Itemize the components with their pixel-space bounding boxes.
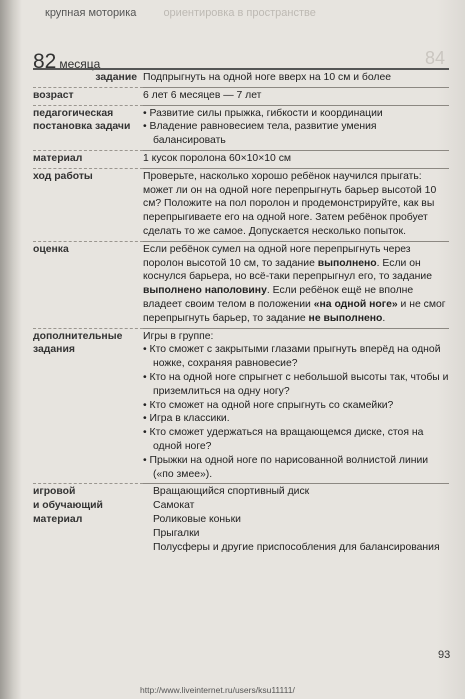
list-item: • Кто сможет удержаться на вращающемся диске, стоя на одной ноге? xyxy=(143,427,424,452)
label-material: материал xyxy=(33,150,143,168)
label-pedagogical xyxy=(33,105,143,150)
label-procedure: ход работы xyxy=(33,168,143,241)
row-material xyxy=(33,150,449,168)
value-age: 6 лет 6 месяцев — 7 лет xyxy=(143,87,449,105)
row-assessment xyxy=(33,241,449,328)
additional-intro: Игры в группе: xyxy=(143,330,214,342)
age-number: 82 xyxy=(33,50,57,73)
label-assessment: оценка xyxy=(33,241,143,328)
value-assessment: Если ребёнок сумел на одной ноге перепрыгнуть через поролон высотой 10 см, то задание выполнено. Если он коснулся барьера, но всё-таки перепрыгнул его, то задание выполнено наполовину. Если ребёнок ещё не вполне владеет своим телом в положении «на одной ноге» и не смог перепрыгнуть барьер, то задание не выполнено. xyxy=(143,241,449,328)
label-game-material xyxy=(33,484,143,556)
value-game-material xyxy=(143,484,449,556)
spine-shadow xyxy=(0,0,22,699)
list-item: • Кто сможет на одной ноге спрыгнуть со скамейки? xyxy=(143,399,394,411)
row-additional xyxy=(33,328,449,484)
label-pedagogical-line2: постановка задачи xyxy=(33,121,131,133)
row-game-material xyxy=(33,484,449,556)
list-item: • Кто на одной ноге спрыгнет с небольшой высоты так, чтобы и приземлиться на одну ногу? xyxy=(143,371,449,397)
list-item: • Кто сможет с закрытыми глазами прыгнуть вперёд на одной ножке, сохраняя равновесие? xyxy=(143,344,441,370)
label-task: задание xyxy=(33,69,143,87)
value-additional xyxy=(143,328,449,484)
list-item: • Владение равновесием тела, развитие умения балансировать xyxy=(143,121,377,147)
label-additional-line2: задания xyxy=(33,344,75,356)
label-additional xyxy=(33,328,143,484)
label-additional-line1: дополнительные xyxy=(33,330,123,342)
list-item: • Развитие силы прыжка, гибкости и координации xyxy=(143,107,383,119)
row-pedagogical xyxy=(33,105,449,150)
value-task: Подпрыгнуть на одной ноге вверх на 10 см и более xyxy=(143,69,449,87)
row-task xyxy=(33,69,449,87)
bold-term: не выполнено xyxy=(308,312,383,324)
bold-term: выполнено xyxy=(317,257,377,269)
list-item: • Прыжки на одной ноге по нарисованной волнистой линии («по змее»). xyxy=(143,454,429,480)
page-number: 93 xyxy=(438,649,451,661)
header-section: крупная моторика xyxy=(45,7,137,19)
list-item: Роликовые коньки xyxy=(153,513,241,525)
watermark-url: http://www.liveinternet.ru/users/ksu11111/ xyxy=(140,685,295,695)
running-header xyxy=(45,7,316,19)
label-game-line1: игровой xyxy=(33,486,76,498)
value-material: 1 кусок поролона 60×10×10 см xyxy=(143,150,449,168)
list-item: • Игра в классики. xyxy=(143,413,230,425)
value-pedagogical xyxy=(143,105,449,150)
label-game-line2: и обучающий xyxy=(33,500,103,512)
label-age: возраст xyxy=(33,87,143,105)
list-item: Прыгалки xyxy=(153,527,200,539)
ghost-page-number: 84 xyxy=(425,48,446,68)
bold-term: выполнено наполовину xyxy=(143,285,267,297)
label-pedagogical-line1: педагогическая xyxy=(33,107,114,119)
list-item: Самокат xyxy=(153,500,195,512)
label-game-line3: материал xyxy=(33,513,83,525)
row-age xyxy=(33,87,449,105)
bold-term: «на одной ноге» xyxy=(313,298,398,310)
task-table xyxy=(33,68,449,556)
row-procedure xyxy=(33,168,449,241)
header-bleed-text: ориентировка в пространстве xyxy=(163,7,316,19)
list-item: Вращающийся спортивный диск xyxy=(153,486,310,498)
age-word: месяца xyxy=(59,57,101,71)
value-procedure: Проверьте, насколько хорошо ребёнок научился прыгать: может ли он на одной ноге перепрыгнуть барьер высотой 10 см? Положите на пол поролон и продемонстрируйте, как вы перепрыгиваете его на одной ноге. Затем ребёнок пробует сделать то же самое. Допускается несколько попыток. xyxy=(143,168,449,241)
list-item: Полусферы и другие приспособления для балансирования xyxy=(153,541,440,553)
